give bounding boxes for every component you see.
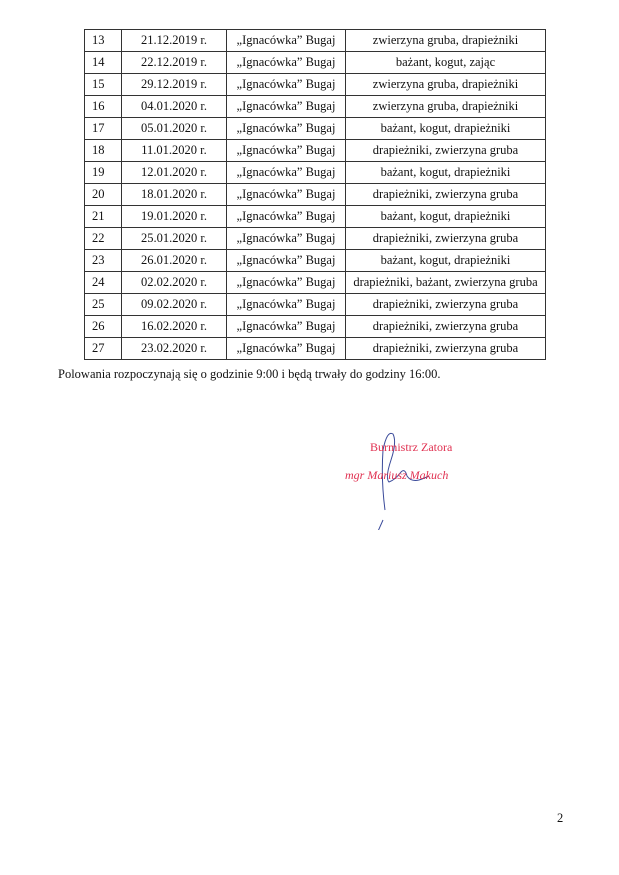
date-cell: 19.01.2020 r. (122, 206, 227, 228)
date-cell: 05.01.2020 r. (122, 118, 227, 140)
table-row (85, 338, 546, 360)
game-type-cell: bażant, kogut, drapieżniki (346, 118, 546, 140)
table-row (85, 206, 546, 228)
row-number-cell: 13 (85, 30, 122, 52)
game-type-cell: zwierzyna gruba, drapieżniki (346, 74, 546, 96)
date-cell: 29.12.2019 r. (122, 74, 227, 96)
date-cell: 04.01.2020 r. (122, 96, 227, 118)
game-type-cell: drapieżniki, zwierzyna gruba (346, 294, 546, 316)
row-number-cell: 22 (85, 228, 122, 250)
game-type-cell: bażant, kogut, drapieżniki (346, 162, 546, 184)
table-row (85, 140, 546, 162)
row-number-cell: 21 (85, 206, 122, 228)
date-cell: 22.12.2019 r. (122, 52, 227, 74)
row-number-cell: 20 (85, 184, 122, 206)
date-cell: 18.01.2020 r. (122, 184, 227, 206)
location-cell: „Ignacówka” Bugaj (227, 250, 346, 272)
page-number: 2 (557, 811, 564, 825)
game-type-cell: bażant, kogut, drapieżniki (346, 250, 546, 272)
location-cell: „Ignacówka” Bugaj (227, 30, 346, 52)
hunt-schedule-table (84, 29, 546, 360)
game-type-cell: drapieżniki, bażant, zwierzyna gruba (346, 272, 546, 294)
row-number-cell: 15 (85, 74, 122, 96)
game-type-cell: drapieżniki, zwierzyna gruba (346, 228, 546, 250)
table-row (85, 316, 546, 338)
table-row (85, 228, 546, 250)
signature-title: Burmistrz Zatora (370, 440, 453, 454)
table-row (85, 162, 546, 184)
row-number-cell: 16 (85, 96, 122, 118)
table-row (85, 96, 546, 118)
date-cell: 12.01.2020 r. (122, 162, 227, 184)
location-cell: „Ignacówka” Bugaj (227, 74, 346, 96)
game-type-cell: drapieżniki, zwierzyna gruba (346, 316, 546, 338)
date-cell: 23.02.2020 r. (122, 338, 227, 360)
table-row (85, 184, 546, 206)
game-type-cell: bażant, kogut, zając (346, 52, 546, 74)
row-number-cell: 24 (85, 272, 122, 294)
row-number-cell: 17 (85, 118, 122, 140)
date-cell: 25.01.2020 r. (122, 228, 227, 250)
table-row (85, 30, 546, 52)
location-cell: „Ignacówka” Bugaj (227, 96, 346, 118)
game-type-cell: zwierzyna gruba, drapieżniki (346, 96, 546, 118)
table-row (85, 250, 546, 272)
game-type-cell: zwierzyna gruba, drapieżniki (346, 30, 546, 52)
location-cell: „Ignacówka” Bugaj (227, 184, 346, 206)
location-cell: „Ignacówka” Bugaj (227, 294, 346, 316)
row-number-cell: 27 (85, 338, 122, 360)
date-cell: 09.02.2020 r. (122, 294, 227, 316)
table-row (85, 74, 546, 96)
game-type-cell: bażant, kogut, drapieżniki (346, 206, 546, 228)
row-number-cell: 25 (85, 294, 122, 316)
table-row (85, 52, 546, 74)
date-cell: 16.02.2020 r. (122, 316, 227, 338)
location-cell: „Ignacówka” Bugaj (227, 118, 346, 140)
game-type-cell: drapieżniki, zwierzyna gruba (346, 184, 546, 206)
location-cell: „Ignacówka” Bugaj (227, 338, 346, 360)
location-cell: „Ignacówka” Bugaj (227, 316, 346, 338)
row-number-cell: 26 (85, 316, 122, 338)
location-cell: „Ignacówka” Bugaj (227, 140, 346, 162)
date-cell: 11.01.2020 r. (122, 140, 227, 162)
location-cell: „Ignacówka” Bugaj (227, 206, 346, 228)
table-row (85, 294, 546, 316)
date-cell: 02.02.2020 r. (122, 272, 227, 294)
row-number-cell: 18 (85, 140, 122, 162)
row-number-cell: 19 (85, 162, 122, 184)
game-type-cell: drapieżniki, zwierzyna gruba (346, 338, 546, 360)
location-cell: „Ignacówka” Bugaj (227, 272, 346, 294)
table-body (85, 30, 546, 360)
table-row (85, 272, 546, 294)
hunt-hours-note: Polowania rozpoczynają się o godzinie 9:00 i będą trwały do godziny 16:00. (58, 367, 441, 381)
location-cell: „Ignacówka” Bugaj (227, 52, 346, 74)
date-cell: 21.12.2019 r. (122, 30, 227, 52)
date-cell: 26.01.2020 r. (122, 250, 227, 272)
signature-name: mgr Mariusz Makuch (345, 468, 449, 482)
location-cell: „Ignacówka” Bugaj (227, 162, 346, 184)
location-cell: „Ignacówka” Bugaj (227, 228, 346, 250)
row-number-cell: 23 (85, 250, 122, 272)
game-type-cell: drapieżniki, zwierzyna gruba (346, 140, 546, 162)
row-number-cell: 14 (85, 52, 122, 74)
table-row (85, 118, 546, 140)
